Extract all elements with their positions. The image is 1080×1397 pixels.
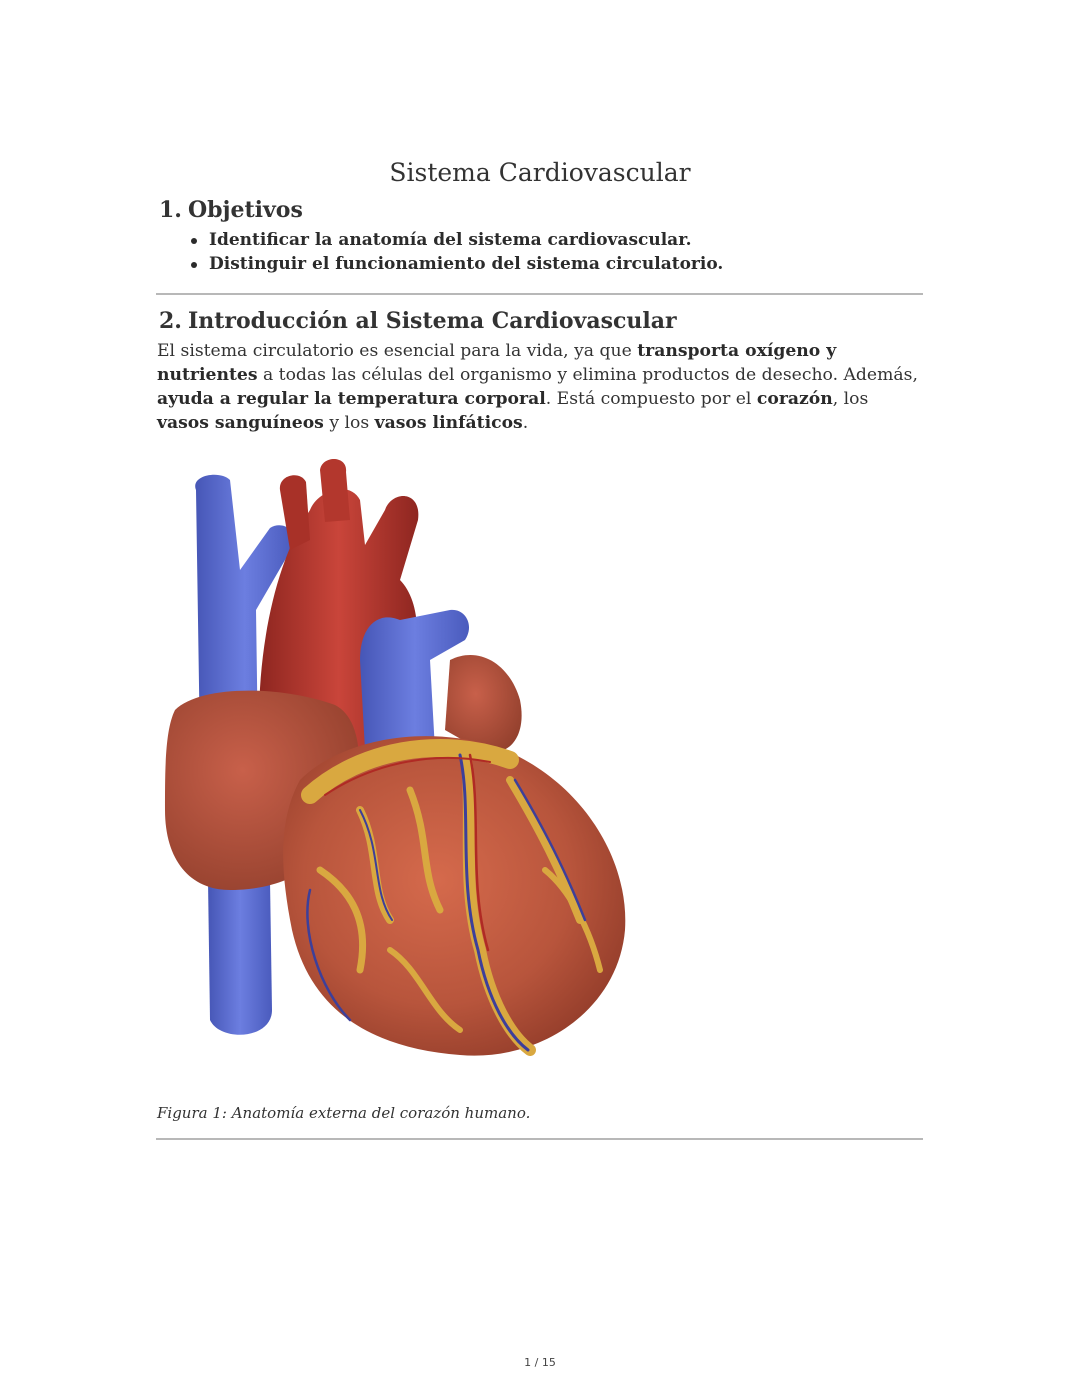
list-item bbox=[188, 252, 723, 276]
section-heading-introduction bbox=[159, 308, 677, 334]
heart-anatomy-illustration bbox=[160, 450, 630, 1070]
bullet-icon bbox=[191, 238, 197, 244]
bold-text: transporta oxígeno y nutrientes bbox=[157, 341, 837, 385]
bold-text: ayuda a regular la temperatura corporal bbox=[157, 389, 546, 409]
introduction-paragraph bbox=[157, 339, 925, 435]
bold-text: vasos linfáticos bbox=[374, 413, 523, 433]
list-item-text: Identificar la anatomía del sistema cardiovascular. bbox=[209, 230, 692, 250]
inferior-vena-cava bbox=[208, 880, 272, 1035]
document-title: Sistema Cardiovascular bbox=[389, 158, 691, 187]
section-heading-objectives bbox=[159, 197, 303, 223]
text-run: y los bbox=[323, 413, 375, 433]
text-run: El sistema circulatorio es esencial para la vida, ya que bbox=[157, 341, 638, 361]
figure-caption: Figura 1: Anatomía externa del corazón humano. bbox=[157, 1104, 531, 1122]
section-title: Introducción al Sistema Cardiovascular bbox=[187, 308, 677, 334]
bold-text: vasos sanguíneos bbox=[157, 413, 324, 433]
page-indicator: 1 / 15 bbox=[524, 1356, 556, 1369]
list-item-text: Distinguir el funcionamiento del sistema circulatorio. bbox=[209, 254, 724, 274]
list-item bbox=[188, 228, 723, 252]
horizontal-divider bbox=[156, 1138, 923, 1140]
section-title: Objetivos bbox=[187, 197, 303, 223]
text-run: . bbox=[522, 413, 529, 433]
section-number: 1. bbox=[159, 197, 182, 223]
text-run: a todas las células del organismo y elimina productos de desecho. Además, bbox=[257, 365, 918, 385]
section-number: 2. bbox=[159, 308, 182, 334]
bold-text: corazón bbox=[756, 389, 833, 409]
objectives-list bbox=[188, 228, 723, 276]
text-run: . Está compuesto por el bbox=[545, 389, 757, 409]
text-run: , los bbox=[832, 389, 869, 409]
bullet-icon bbox=[191, 262, 197, 268]
horizontal-divider bbox=[156, 293, 923, 295]
